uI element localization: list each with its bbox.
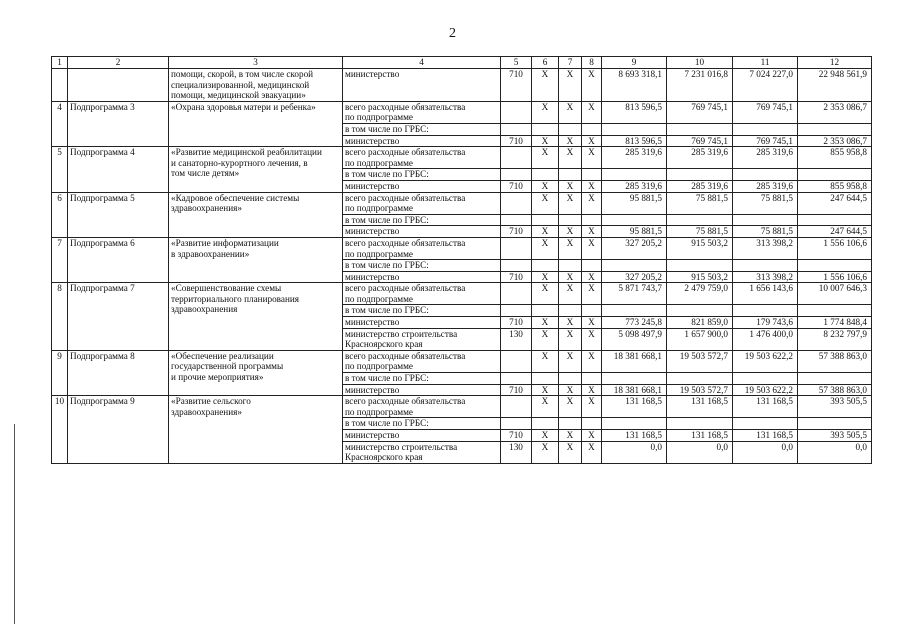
amount-col11 (733, 418, 798, 430)
amount-col11: 19 503 622,2 (733, 384, 798, 396)
cell-x: X (532, 350, 559, 372)
amount-col9 (602, 169, 667, 181)
amount-col9 (602, 214, 667, 226)
grbs-code (501, 418, 532, 430)
cell-x: X (559, 430, 582, 442)
amount-col10 (667, 169, 733, 181)
amount-col12 (798, 373, 872, 385)
amount-col11 (733, 169, 798, 181)
cell-x: X (582, 69, 602, 102)
obligation-label: министерство строительства Красноярского края (343, 441, 501, 463)
column-number: 10 (667, 57, 733, 69)
amount-col10: 2 479 759,0 (667, 283, 733, 305)
amount-col12: 393 505,5 (798, 430, 872, 442)
cell-x (559, 214, 582, 226)
column-number: 2 (68, 57, 169, 69)
obligation-label: министерство строительства Красноярского края (343, 328, 501, 350)
amount-col12 (798, 260, 872, 272)
table-row (52, 192, 872, 214)
amount-col10: 915 503,2 (667, 271, 733, 283)
amount-col11 (733, 214, 798, 226)
cell-x: X (559, 101, 582, 123)
amount-col12: 393 505,5 (798, 396, 872, 418)
cell-x (532, 418, 559, 430)
cell-x (532, 305, 559, 317)
subprogram-label: Подпрограмма 9 (68, 396, 169, 464)
subprogram-label: Подпрограмма 6 (68, 237, 169, 282)
amount-col9: 813 596,5 (602, 135, 667, 147)
amount-col9: 95 881,5 (602, 192, 667, 214)
amount-col10 (667, 123, 733, 135)
amount-col9: 285 319,6 (602, 147, 667, 169)
amount-col11: 769 745,1 (733, 135, 798, 147)
table-row (52, 147, 872, 169)
amount-col10: 915 503,2 (667, 237, 733, 259)
row-number: 4 (52, 101, 68, 146)
subprogram-name: «Совершенствование схемы территориального планирования здравоохранения (169, 283, 343, 351)
cell-x: X (582, 283, 602, 305)
cell-x: X (582, 384, 602, 396)
grbs-code (501, 214, 532, 226)
amount-col12: 8 232 797,9 (798, 328, 872, 350)
amount-col10: 769 745,1 (667, 101, 733, 123)
budget-table (51, 56, 872, 464)
cell-x (582, 373, 602, 385)
column-number: 1 (52, 57, 68, 69)
column-number: 9 (602, 57, 667, 69)
subprogram-label: Подпрограмма 5 (68, 192, 169, 237)
cell-x: X (559, 147, 582, 169)
grbs-code: 710 (501, 135, 532, 147)
cell-x: X (582, 441, 602, 463)
obligation-label: министерство (343, 317, 501, 329)
amount-col9 (602, 373, 667, 385)
row-number: 8 (52, 283, 68, 351)
page-number: 2 (449, 26, 456, 41)
amount-col12: 2 353 086,7 (798, 135, 872, 147)
cell-x: X (532, 69, 559, 102)
grbs-code (501, 192, 532, 214)
obligation-label: всего расходные обязательства по подпрограмме (343, 192, 501, 214)
column-number: 5 (501, 57, 532, 69)
cell-x: X (559, 317, 582, 329)
cell-x (559, 260, 582, 272)
amount-col12: 1 556 106,6 (798, 237, 872, 259)
amount-col12 (798, 214, 872, 226)
row-number (52, 69, 68, 102)
subprogram-name: «Развитие информатизации в здравоохранении» (169, 237, 343, 282)
amount-col11: 285 319,6 (733, 180, 798, 192)
grbs-code (501, 283, 532, 305)
cell-x: X (582, 396, 602, 418)
amount-col9: 327 205,2 (602, 271, 667, 283)
cell-x (582, 214, 602, 226)
amount-col10: 285 319,6 (667, 180, 733, 192)
grbs-code (501, 123, 532, 135)
grbs-code (501, 305, 532, 317)
table-row (52, 350, 872, 372)
cell-x: X (582, 135, 602, 147)
subprogram-name: «Обеспечение реализации государственной программы и прочие мероприятия» (169, 350, 343, 395)
amount-col11: 0,0 (733, 441, 798, 463)
amount-col12: 57 388 863,0 (798, 350, 872, 372)
cell-x (532, 260, 559, 272)
cell-x (532, 373, 559, 385)
cell-x: X (532, 396, 559, 418)
amount-col12: 1 774 848,4 (798, 317, 872, 329)
column-number: 3 (169, 57, 343, 69)
cell-x: X (582, 430, 602, 442)
cell-x: X (532, 192, 559, 214)
grbs-code (501, 396, 532, 418)
amount-col9 (602, 418, 667, 430)
obligation-label: министерство (343, 69, 501, 102)
cell-x: X (532, 328, 559, 350)
amount-col9: 8 693 318,1 (602, 69, 667, 102)
amount-col11 (733, 373, 798, 385)
column-number: 4 (343, 57, 501, 69)
grbs-code (501, 350, 532, 372)
amount-col12: 855 958,8 (798, 147, 872, 169)
grbs-code (501, 147, 532, 169)
amount-col10 (667, 214, 733, 226)
cell-x: X (559, 396, 582, 418)
cell-x: X (582, 192, 602, 214)
amount-col11 (733, 260, 798, 272)
cell-x (532, 214, 559, 226)
amount-col11: 313 398,2 (733, 271, 798, 283)
amount-col12 (798, 169, 872, 181)
obligation-label: всего расходные обязательства по подпрограмме (343, 237, 501, 259)
obligation-label: министерство (343, 180, 501, 192)
row-number: 9 (52, 350, 68, 395)
grbs-code (501, 101, 532, 123)
cell-x (532, 123, 559, 135)
cell-x: X (559, 283, 582, 305)
cell-x: X (532, 147, 559, 169)
amount-col11: 75 881,5 (733, 226, 798, 238)
cell-x (559, 418, 582, 430)
amount-col12 (798, 418, 872, 430)
amount-col9: 131 168,5 (602, 430, 667, 442)
margin-line (14, 424, 15, 624)
amount-col11: 7 024 227,0 (733, 69, 798, 102)
obligation-label: в том числе по ГРБС: (343, 260, 501, 272)
obligation-label: в том числе по ГРБС: (343, 169, 501, 181)
obligation-label: в том числе по ГРБС: (343, 373, 501, 385)
amount-col12: 0,0 (798, 441, 872, 463)
obligation-label: всего расходные обязательства по подпрограмме (343, 350, 501, 372)
amount-col11 (733, 123, 798, 135)
subprogram-name: «Охрана здоровья матери и ребенка» (169, 101, 343, 146)
grbs-code: 710 (501, 317, 532, 329)
amount-col11: 769 745,1 (733, 101, 798, 123)
subprogram-label: Подпрограмма 4 (68, 147, 169, 192)
amount-col10: 769 745,1 (667, 135, 733, 147)
grbs-code: 710 (501, 271, 532, 283)
obligation-label: всего расходные обязательства по подпрограмме (343, 147, 501, 169)
cell-x: X (582, 237, 602, 259)
cell-x (582, 260, 602, 272)
amount-col11: 19 503 622,2 (733, 350, 798, 372)
row-number: 7 (52, 237, 68, 282)
cell-x: X (559, 226, 582, 238)
amount-col9: 131 168,5 (602, 396, 667, 418)
amount-col11: 285 319,6 (733, 147, 798, 169)
cell-x: X (582, 226, 602, 238)
cell-x: X (559, 350, 582, 372)
subprogram-name: «Кадровое обеспечение системы здравоохранения» (169, 192, 343, 237)
amount-col9: 5 871 743,7 (602, 283, 667, 305)
cell-x: X (532, 430, 559, 442)
amount-col12 (798, 305, 872, 317)
grbs-code (501, 373, 532, 385)
amount-col10 (667, 418, 733, 430)
cell-x: X (559, 384, 582, 396)
amount-col11: 1 476 400,0 (733, 328, 798, 350)
amount-col12: 57 388 863,0 (798, 384, 872, 396)
column-number: 8 (582, 57, 602, 69)
cell-x: X (559, 271, 582, 283)
amount-col10: 19 503 572,7 (667, 384, 733, 396)
column-number: 6 (532, 57, 559, 69)
amount-col11: 131 168,5 (733, 430, 798, 442)
amount-col11: 1 656 143,6 (733, 283, 798, 305)
amount-col9: 5 098 497,9 (602, 328, 667, 350)
grbs-code: 710 (501, 384, 532, 396)
subprogram-label (68, 69, 169, 102)
amount-col9 (602, 123, 667, 135)
amount-col12: 2 353 086,7 (798, 101, 872, 123)
amount-col9: 0,0 (602, 441, 667, 463)
amount-col12: 247 644,5 (798, 226, 872, 238)
cell-x: X (559, 441, 582, 463)
obligation-label: в том числе по ГРБС: (343, 123, 501, 135)
amount-col10: 1 657 900,0 (667, 328, 733, 350)
cell-x: X (582, 350, 602, 372)
amount-col11: 313 398,2 (733, 237, 798, 259)
obligation-label: в том числе по ГРБС: (343, 214, 501, 226)
amount-col12: 855 958,8 (798, 180, 872, 192)
subprogram-name: «Развитие сельского здравоохранения» (169, 396, 343, 464)
cell-x: X (559, 192, 582, 214)
amount-col9: 95 881,5 (602, 226, 667, 238)
table-row (52, 396, 872, 418)
cell-x (559, 373, 582, 385)
grbs-code: 710 (501, 180, 532, 192)
amount-col12 (798, 123, 872, 135)
row-number: 5 (52, 147, 68, 192)
amount-col10 (667, 305, 733, 317)
subprogram-label: Подпрограмма 8 (68, 350, 169, 395)
amount-col10: 75 881,5 (667, 192, 733, 214)
obligation-label: в том числе по ГРБС: (343, 305, 501, 317)
cell-x: X (582, 317, 602, 329)
grbs-code: 130 (501, 441, 532, 463)
obligation-label: министерство (343, 271, 501, 283)
cell-x: X (582, 180, 602, 192)
obligation-label: министерство (343, 430, 501, 442)
cell-x: X (532, 101, 559, 123)
amount-col12: 247 644,5 (798, 192, 872, 214)
amount-col11: 179 743,6 (733, 317, 798, 329)
cell-x: X (582, 271, 602, 283)
grbs-code: 710 (501, 226, 532, 238)
amount-col10 (667, 373, 733, 385)
cell-x: X (532, 237, 559, 259)
table-row (52, 69, 872, 102)
obligation-label: всего расходные обязательства по подпрограмме (343, 101, 501, 123)
cell-x (582, 418, 602, 430)
table-row (52, 283, 872, 305)
cell-x (559, 169, 582, 181)
amount-col10: 131 168,5 (667, 396, 733, 418)
amount-col10 (667, 260, 733, 272)
obligation-label: министерство (343, 384, 501, 396)
obligation-label: всего расходные обязательства по подпрограмме (343, 396, 501, 418)
amount-col10: 0,0 (667, 441, 733, 463)
obligation-label: всего расходные обязательства по подпрограмме (343, 283, 501, 305)
cell-x: X (532, 317, 559, 329)
amount-col9: 18 381 668,1 (602, 384, 667, 396)
grbs-code: 710 (501, 69, 532, 102)
cell-x (582, 123, 602, 135)
cell-x: X (532, 271, 559, 283)
cell-x: X (582, 328, 602, 350)
amount-col10: 19 503 572,7 (667, 350, 733, 372)
amount-col10: 821 859,0 (667, 317, 733, 329)
column-number: 7 (559, 57, 582, 69)
row-number: 6 (52, 192, 68, 237)
column-number-row (52, 57, 872, 69)
cell-x (582, 169, 602, 181)
amount-col9: 18 381 668,1 (602, 350, 667, 372)
cell-x: X (532, 180, 559, 192)
grbs-code (501, 237, 532, 259)
amount-col10: 285 319,6 (667, 147, 733, 169)
amount-col10: 7 231 016,8 (667, 69, 733, 102)
cell-x: X (582, 101, 602, 123)
amount-col12: 22 948 561,9 (798, 69, 872, 102)
cell-x: X (559, 237, 582, 259)
cell-x: X (582, 147, 602, 169)
grbs-code: 710 (501, 430, 532, 442)
subprogram-label: Подпрограмма 7 (68, 283, 169, 351)
amount-col11 (733, 305, 798, 317)
obligation-label: в том числе по ГРБС: (343, 418, 501, 430)
table-row (52, 101, 872, 123)
column-number: 12 (798, 57, 872, 69)
amount-col12: 10 007 646,3 (798, 283, 872, 305)
amount-col9: 813 596,5 (602, 101, 667, 123)
amount-col12: 1 556 106,6 (798, 271, 872, 283)
amount-col9 (602, 260, 667, 272)
cell-x: X (559, 328, 582, 350)
grbs-code: 130 (501, 328, 532, 350)
amount-col10: 131 168,5 (667, 430, 733, 442)
subprogram-name: «Развитие медицинской реабилитации и санаторно-курортного лечения, в том числе детям» (169, 147, 343, 192)
cell-x: X (532, 441, 559, 463)
obligation-label: министерство (343, 135, 501, 147)
amount-col10: 75 881,5 (667, 226, 733, 238)
cell-x: X (559, 180, 582, 192)
cell-x: X (559, 135, 582, 147)
amount-col9: 773 245,8 (602, 317, 667, 329)
cell-x (532, 169, 559, 181)
subprogram-name: помощи, скорой, в том числе скорой специализированной, медицинской помощи, медицинской эвакуации» (169, 69, 343, 102)
column-number: 11 (733, 57, 798, 69)
cell-x: X (532, 384, 559, 396)
obligation-label: министерство (343, 226, 501, 238)
amount-col9 (602, 305, 667, 317)
cell-x: X (532, 283, 559, 305)
cell-x (582, 305, 602, 317)
grbs-code (501, 169, 532, 181)
cell-x (559, 123, 582, 135)
cell-x: X (532, 135, 559, 147)
grbs-code (501, 260, 532, 272)
cell-x: X (559, 69, 582, 102)
cell-x: X (532, 226, 559, 238)
cell-x (559, 305, 582, 317)
subprogram-label: Подпрограмма 3 (68, 101, 169, 146)
row-number: 10 (52, 396, 68, 464)
table-row (52, 237, 872, 259)
amount-col11: 131 168,5 (733, 396, 798, 418)
amount-col9: 327 205,2 (602, 237, 667, 259)
amount-col9: 285 319,6 (602, 180, 667, 192)
amount-col11: 75 881,5 (733, 192, 798, 214)
